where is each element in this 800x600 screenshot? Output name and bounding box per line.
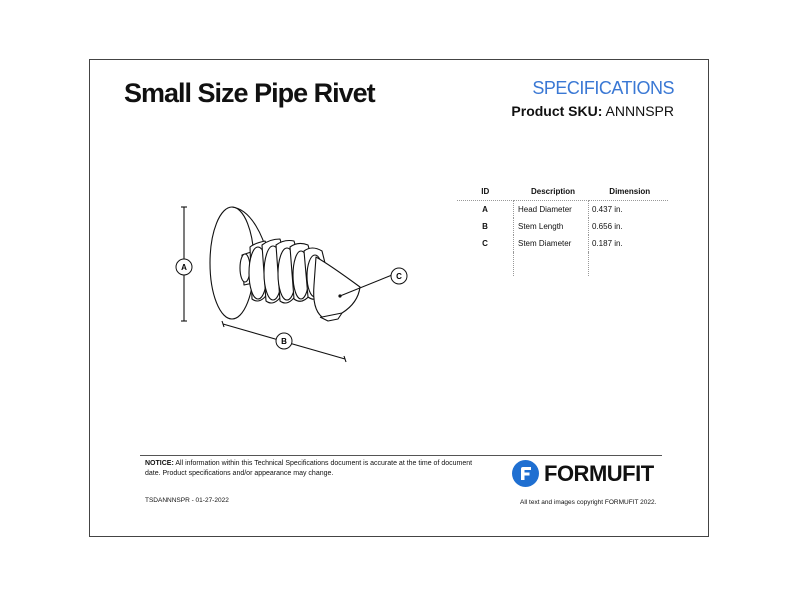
- callout-a-label: A: [181, 263, 187, 272]
- row-id: C: [482, 239, 488, 248]
- row-description: Stem Diameter: [514, 235, 589, 252]
- row-id: A: [482, 205, 488, 214]
- footer-divider: [140, 455, 662, 456]
- col-description-header: Description: [514, 182, 589, 201]
- formufit-logo: [512, 460, 654, 487]
- document-id: TSDANNNSPR - 01-27-2022: [145, 497, 229, 504]
- row-dimension: 0.656 in.: [589, 218, 669, 235]
- sku-label: Product SKU:: [511, 103, 603, 119]
- notice-label: NOTICE:: [145, 460, 174, 467]
- page-title: Small Size Pipe Rivet: [124, 78, 375, 108]
- notice-body: All information within this Technical Specifications document is accurate at the time of document date. Product specifications and/or appearance may change.: [145, 460, 473, 477]
- section-heading: SPECIFICATIONS: [532, 78, 674, 98]
- callout-c-label: C: [396, 272, 402, 281]
- sku-value: ANNNSPR: [605, 103, 674, 119]
- row-dimension: 0.437 in.: [589, 201, 669, 219]
- formufit-logo-text: FORMUFIT: [544, 460, 654, 486]
- col-id-header: ID: [457, 182, 514, 201]
- callout-b-label: B: [281, 337, 287, 346]
- row-dimension: 0.187 in.: [589, 235, 669, 252]
- row-description: Head Diameter: [514, 201, 589, 219]
- col-dimension-header: Dimension: [589, 182, 669, 201]
- formufit-logo-icon: [512, 460, 539, 487]
- copyright-text: All text and images copyright FORMUFIT 2022.: [520, 499, 657, 506]
- notice-text: [145, 459, 475, 479]
- row-description: Stem Length: [514, 218, 589, 235]
- row-id: B: [482, 222, 488, 231]
